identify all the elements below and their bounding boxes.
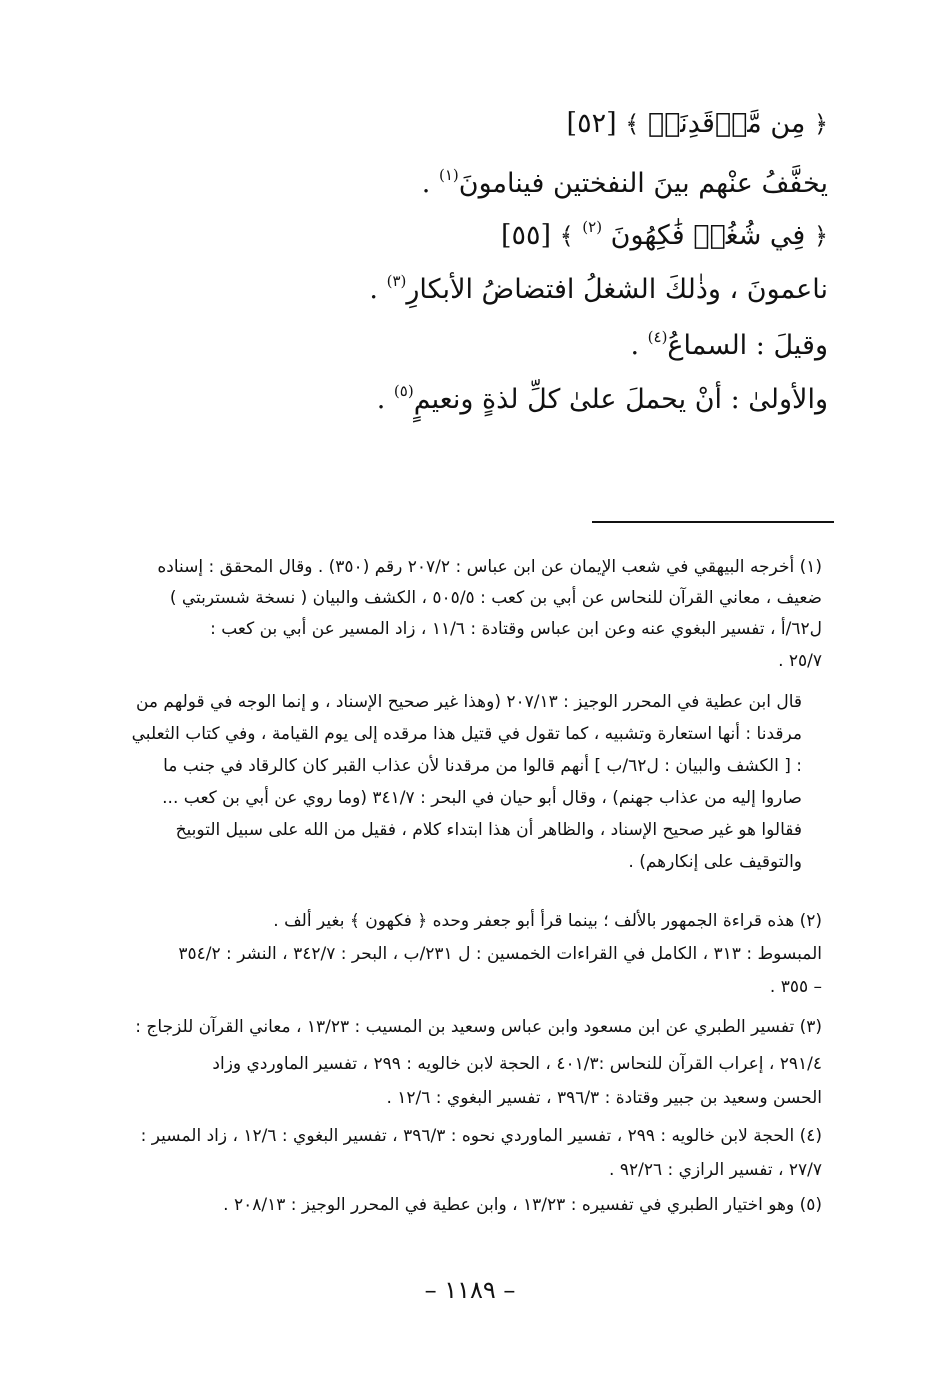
page-number: – ١١٨٩ – — [424, 1276, 516, 1304]
footnote-separator — [592, 521, 834, 523]
line-end: . — [630, 330, 648, 361]
commentary-line — [108, 272, 828, 305]
footnote-line: (١) أخرجه البيهقي في شعب الإيمان عن ابن عباس : ٢٠٧/٢ رقم (٣٥٠) . وقال المحقق : إسناده — [157, 557, 822, 577]
footnote-marker: (٥) — [393, 382, 414, 400]
footnote-line: ضعيف ، معاني القرآن للنحاس عن أبي بن كعب : ٥٠٥/٥ ، الكشف والبيان ( نسخة شستربتي ) — [169, 588, 822, 608]
commentary-line — [108, 382, 828, 415]
verse-close-bracket: ﴾ — [625, 110, 640, 138]
commentary-text: يخفَّفُ عنْهم بينَ النفختين فينامونَ — [458, 168, 828, 199]
footnote-marker: (٣) — [386, 272, 407, 290]
footnote-line: (٢) هذه قراءة الجمهور بالألف ؛ بينما قرأ أبو جعفر وحده ﴿ فكهون ﴾ بغير ألف . — [273, 911, 822, 931]
footnote-line: ٢٩١/٤ ، إعراب القرآن للنحاس :٤٠١/٣ ، الحجة لابن خالويه : ٢٩٩ ، تفسير الماوردي وزاد — [212, 1054, 822, 1074]
verse-text: فِي شُغُلٖ فَٰكِهُونَ — [610, 220, 806, 251]
footnote-line: – ٣٥٥ . — [769, 977, 822, 997]
commentary-text: ناعمونَ ، وذٰلكَ الشغلُ افتضاضُ الأبكارِ — [406, 274, 828, 305]
quran-verse-52 — [108, 108, 828, 139]
commentary-text: والأولىٰ : أنْ يحملَ علىٰ كلِّ لذةٍ ونعيمٍ — [413, 384, 828, 415]
footnote-marker: (٢) — [582, 218, 603, 236]
commentary-line — [108, 166, 828, 199]
footnote-marker: (٤) — [647, 328, 668, 346]
footnote-line: المبسوط : ٣١٣ ، الكامل في القراءات الخمسين : ل ٢٣١/ب ، البحر : ٣٤٢/٧ ، النشر : ٣٥٤/٢ — [178, 944, 822, 964]
line-end: . — [376, 384, 394, 415]
footnote-line: قال ابن عطية في المحرر الوجيز : ٢٠٧/١٣ (وهذا غير صحيح الإسناد ، و إنما الوجه في قولهم من — [135, 692, 802, 712]
footnote-line: فقالوا هو غير صحيح الإسناد ، والظاهر أن هذا ابتداء كلام ، فقيل من الله على سبيل التوبيخ — [175, 820, 802, 840]
verse-reference: [٥٢] — [566, 108, 617, 139]
footnote-line: مرقدنا : أنها استعارة وتشبيه ، كما تقول في قتيل هذا مرقده إلى يوم القيامة ، وفي كتاب الثعلبي — [131, 724, 802, 744]
commentary-text: وقيلَ : السماعُ — [667, 330, 828, 361]
footnote-marker: (١) — [438, 166, 459, 184]
verse-open-bracket: ﴿ — [813, 110, 828, 138]
verse-close-bracket: ﴾ — [559, 222, 574, 250]
line-end: . — [421, 168, 439, 199]
quran-verse-55 — [108, 218, 828, 251]
footnote-line: ٢٧/٧ ، تفسير الرازي : ٩٢/٢٦ . — [609, 1160, 822, 1180]
verse-reference: [٥٥] — [500, 220, 552, 251]
footnote-line: (٤) الحجة لابن خالويه : ٢٩٩ ، تفسير الماوردي نحوه : ٣٩٦/٣ ، تفسير البغوي : ١٢/٦ ، زاد المسير : — [140, 1126, 822, 1146]
footnote-line: ل٦٢/أ ، تفسير البغوي عنه وعن ابن عباس وقتادة : ١١/٦ ، زاد المسير عن أبي بن كعب : — [210, 619, 822, 639]
verse-text: مِن مَّرۡقَدِنَاۜ — [647, 108, 806, 139]
line-end: . — [369, 274, 387, 305]
footnote-line: صاروا إليه من عذاب جهنم) ، وقال أبو حيان في البحر : ٣٤١/٧ (وما روي عن أبي بن كعب ... — [162, 788, 802, 808]
footnote-line: (٥) وهو اختيار الطبري في تفسيره : ١٣/٢٣ ، وابن عطية في المحرر الوجيز : ٢٠٨/١٣ . — [223, 1195, 822, 1215]
verse-open-bracket: ﴿ — [813, 222, 828, 250]
footnote-line: الحسن وسعيد بن جبير وقتادة : ٣٩٦/٣ ، تفسير البغوي : ١٢/٦ . — [386, 1088, 822, 1108]
footnote-line: والتوقيف على إنكارهم) . — [628, 852, 802, 872]
footnote-line: (٣) تفسير الطبري عن ابن مسعود وابن عباس وسعيد بن المسيب : ١٣/٢٣ ، معاني القرآن للزجاج : — [135, 1017, 822, 1037]
footnote-line: : [ الكشف والبيان : ل٦٢/ب ] أنهم قالوا من مرقدنا لأن عذاب القبر كان كالرقاد في جنب ما — [163, 756, 802, 776]
footnote-line: ٢٥/٧ . — [778, 651, 822, 671]
commentary-line — [108, 328, 828, 361]
